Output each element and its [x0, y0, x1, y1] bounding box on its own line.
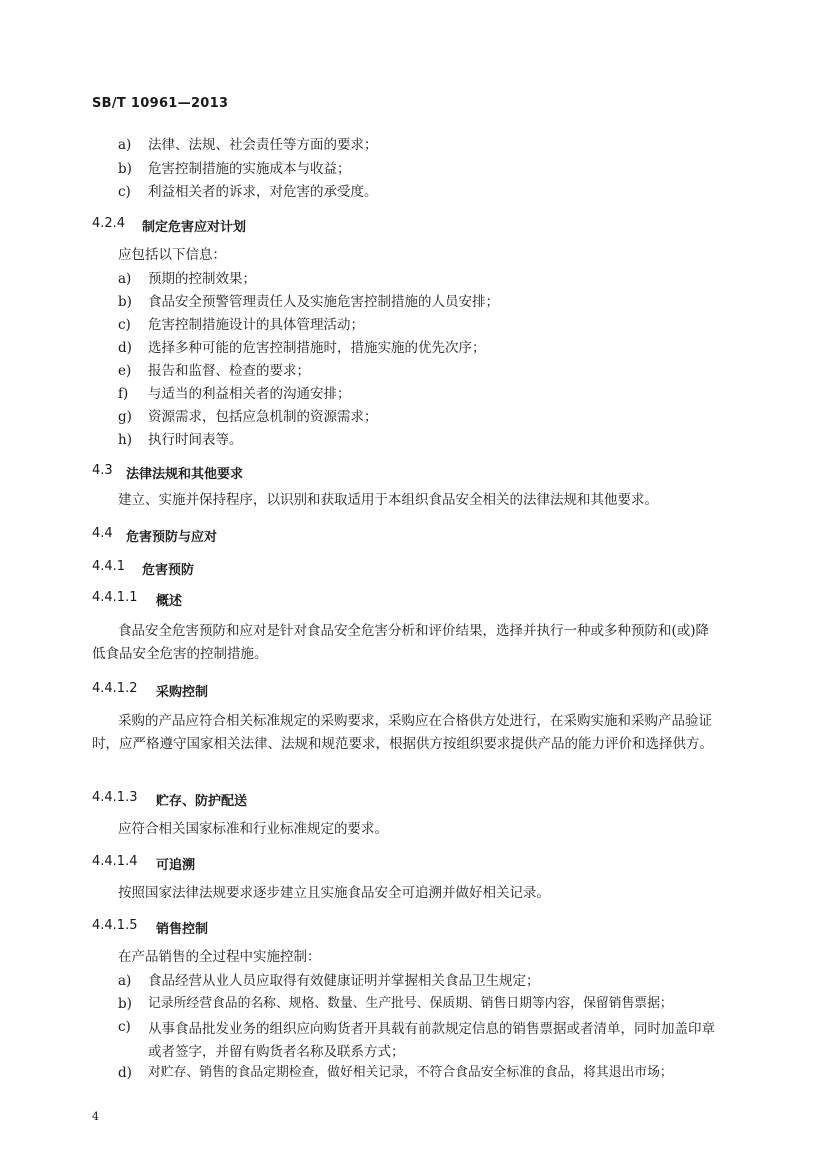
- section-body-4-4-1-2: 采购的产品应符合相关标准规定的采购要求，采购应在合格供方处进行，在采购实施和采购产品验证时，应严格遵守国家相关法律、法规和规范要求，根据供方按组织要求提供产品的能力评价和选择供方。: [92, 713, 713, 752]
- page-number: 4: [92, 1110, 99, 1123]
- section-heading-4-3: 4.3 法律法规和其他要求: [92, 463, 244, 482]
- section-heading-4-4-1-5: 4.4.1.5 销售控制: [92, 918, 209, 937]
- section-heading-4-4-1-2: 4.4.1.2 采购控制: [92, 681, 209, 700]
- section-heading-4-4-1-4: 4.4.1.4 可追溯: [92, 854, 196, 873]
- section-heading-4-4-1-1: 4.4.1.1 概述: [92, 590, 183, 609]
- section-body-4-4-1-1: 食品安全危害预防和应对是针对食品安全危害分析和评价结果，选择并执行一种或多种预防和(或)降低食品安全危害的控制措施。: [92, 623, 710, 662]
- section-heading-4-4: 4.4 危害预防与应对: [92, 526, 218, 545]
- section-heading-4-4-1-3: 4.4.1.3 贮存、防护配送: [92, 790, 248, 809]
- section-intro: 应包括以下信息：: [118, 247, 226, 263]
- section-intro: 在产品销售的全过程中实施控制：: [118, 949, 321, 965]
- section-body-4-3: 建立、实施并保持程序，以识别和获取适用于本组织食品安全相关的法律法规和其他要求。: [118, 492, 658, 508]
- section-heading-4-2-4: 4.2.4 制定危害应对计划: [92, 216, 247, 235]
- section-body-4-4-1-3: 应符合相关国家标准和行业标准规定的要求。: [118, 821, 388, 837]
- section-body-4-4-1-4: 按照国家法律法规要求逐步建立且实施食品安全可追溯并做好相关记录。: [118, 885, 550, 901]
- standard-code: SB/T 10961—2013: [92, 96, 229, 111]
- section-heading-4-4-1: 4.4.1 危害预防: [92, 559, 195, 578]
